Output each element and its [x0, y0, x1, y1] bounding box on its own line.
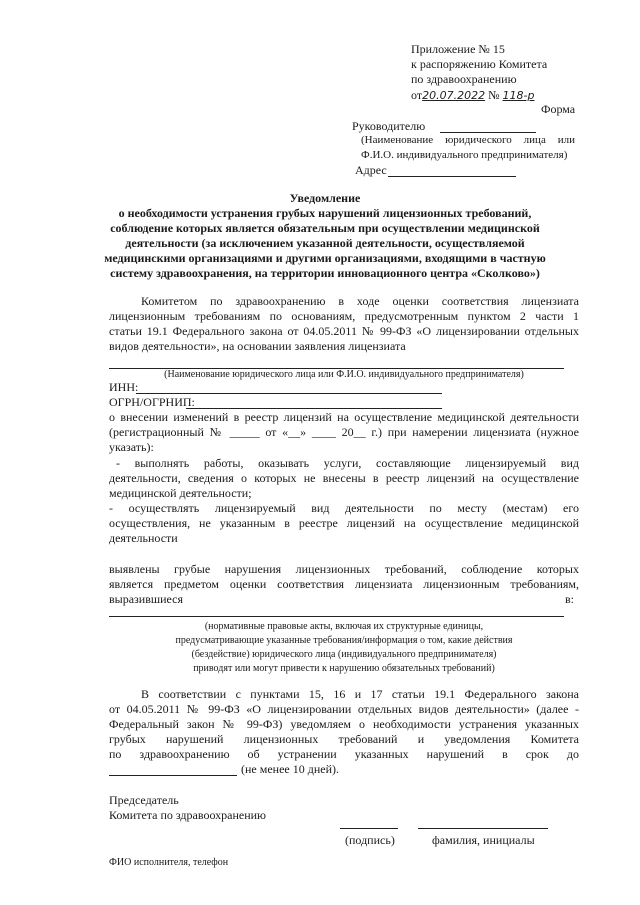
- date-prefix: от: [411, 88, 423, 102]
- notice-line-5: по здравоохранению об устранении указанных нарушений в срок до: [109, 747, 579, 761]
- handwritten-number: 118-р: [502, 89, 535, 102]
- changes-line-3: указать):: [109, 440, 154, 454]
- notice-line-4: грубых нарушений лицензионных требований и уведомления Комитета: [109, 732, 579, 746]
- licensee-hint: (Наименование юридического лица или Ф.И.О. индивидуального предпринимателя): [164, 369, 524, 380]
- number-prefix: №: [488, 88, 500, 102]
- norms-hint-2: предусматривающие указанные требования/информация о том, какие действия: [175, 635, 513, 646]
- form-label: Форма: [541, 102, 576, 116]
- executor-label: ФИО исполнителя, телефон: [109, 857, 229, 868]
- intro-line-3: статьи 19.1 Федерального закона от 04.05.2011 № 99-ФЗ «О лицензировании отдельных: [109, 324, 579, 338]
- notice-line-3: Федеральный закон № 99-ФЗ) уведомляем о необходимости устранения указанных: [109, 717, 579, 731]
- name-hint-1: (Наименование юридического лица или: [361, 134, 575, 146]
- order-label: к распоряжению Комитета: [411, 57, 548, 71]
- norms-hint-1: (нормативные правовые акты, включая их структурные единицы,: [204, 621, 484, 632]
- chairman-label: Председатель: [109, 793, 179, 807]
- intro-line-2: лицензионным требованиям по основаниям, предусмотренным пунктом 2 части 1: [109, 309, 579, 323]
- option2-line-1: - осуществлять лицензируемый вид деятельности по месту (местам) его: [109, 501, 579, 515]
- deadline-field[interactable]: [109, 775, 237, 776]
- order-date-line: [411, 88, 534, 104]
- head-label: Руководителю: [352, 119, 426, 133]
- name-initials-hint: фамилия, инициалы: [432, 833, 535, 847]
- address-label: Адрес: [355, 163, 387, 177]
- name-initials-field[interactable]: [418, 828, 548, 829]
- title-line-3: деятельности (за исключением указанной деятельности, осуществляемой: [125, 236, 525, 250]
- inn-field[interactable]: [136, 393, 442, 394]
- title-line-1: о необходимости устранения грубых нарушений лицензионных требований,: [118, 206, 532, 220]
- option1-line-2: деятельности, сведения о которых не внесены в реестр лицензий на осуществление: [109, 471, 579, 485]
- name-hint-2: Ф.И.О. индивидуального предпринимателя): [361, 149, 568, 161]
- violations-detail-field[interactable]: [109, 616, 564, 617]
- ogrn-field[interactable]: [186, 408, 442, 409]
- option1-line-3: медицинской деятельности;: [109, 486, 252, 500]
- notice-line-1: В соответствии с пунктами 15, 16 и 17 статьи 19.1 Федерального закона: [141, 687, 579, 701]
- appendix-label: Приложение № 15: [411, 42, 505, 56]
- option2-line-3: деятельности: [109, 531, 178, 545]
- title-line-2: соблюдение которых является обязательным при осуществлении медицинской: [110, 221, 540, 235]
- chairman-committee-label: Комитета по здравоохранению: [109, 808, 267, 822]
- norms-hint-3: (бездействие) юридического лица (индивидуального предпринимателя): [191, 649, 497, 660]
- violations-line-1: выявлены грубые нарушения лицензионных требований, соблюдение которых: [109, 562, 579, 576]
- intro-line-4: видов деятельности», на основании заявления лицензиата: [109, 339, 406, 353]
- ogrn-label: ОГРН/ОГРНИП:: [109, 395, 195, 409]
- changes-line-1: о внесении изменений в реестр лицензий на осуществление медицинской деятельности: [109, 410, 579, 424]
- signature-field[interactable]: [340, 828, 398, 829]
- document-title: Уведомление: [289, 191, 361, 205]
- norms-hint-4: приводят или могут привести к нарушению обязательных требований): [193, 663, 495, 674]
- notice-line-2: от 04.05.2011 № 99-ФЗ «О лицензировании отдельных видов деятельности» (далее -: [109, 702, 579, 716]
- deadline-note: (не менее 10 дней).: [241, 762, 340, 776]
- in-label: в:: [565, 592, 574, 606]
- title-line-4: медицинскими организациями и другими организациями, входящими в частную: [104, 251, 546, 265]
- handwritten-date: 20.07.2022: [422, 89, 486, 102]
- committee-label: по здравоохранению: [411, 72, 517, 86]
- signature-hint: (подпись): [345, 833, 395, 847]
- option1-line-1: - выполнять работы, оказывать услуги, составляющие лицензируемый вид: [116, 456, 579, 470]
- expressed-label: выразившиеся: [109, 592, 184, 606]
- changes-line-2: (регистрационный № _____ от «__» ____ 20__ г.) при намерении лицензиата (нужное: [109, 425, 579, 439]
- address-field[interactable]: [388, 176, 516, 177]
- option2-line-2: осуществления, не указанным в реестре лицензий на осуществление медицинской: [109, 516, 579, 530]
- title-line-5: систему здравоохранения, на территории инновационного центра «Сколково»): [110, 266, 540, 280]
- intro-line-1: Комитетом по здравоохранению в ходе оценки соответствия лицензиата: [141, 294, 579, 308]
- violations-line-2: является предметом оценки соответствия лицензиата лицензионным требованиям,: [109, 577, 579, 591]
- inn-label: ИНН:: [109, 380, 139, 394]
